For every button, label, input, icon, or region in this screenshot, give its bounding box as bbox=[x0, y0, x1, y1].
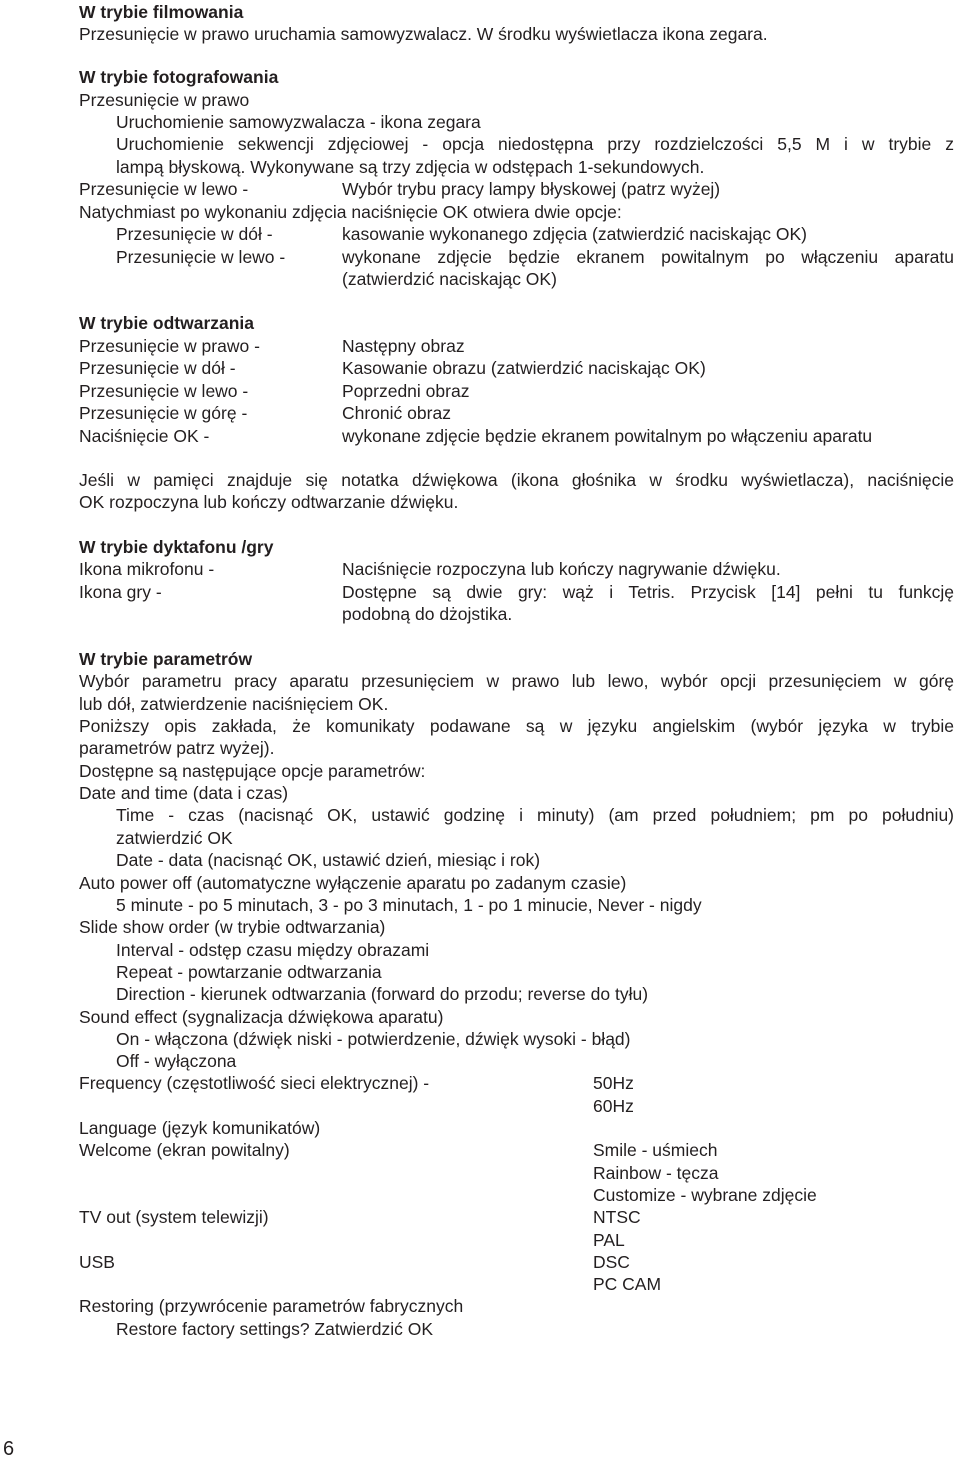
param-restore-question: Restore factory settings? Zatwierdzić OK bbox=[116, 1319, 434, 1339]
param-repeat: Repeat - powtarzanie odtwarzania bbox=[116, 962, 382, 982]
playback-row-label: Naciśnięcie OK - bbox=[79, 426, 210, 446]
param-time: Time - czas (nacisnąć OK, ustawić godzinę i minuty) (am przed południem; pm po południu) bbox=[116, 805, 954, 825]
page-number: 6 bbox=[3, 1438, 15, 1460]
playback-row-desc: Chronić obraz bbox=[342, 403, 451, 423]
param-tv-ntsc: NTSC bbox=[593, 1207, 641, 1227]
section-heading-dictaphone: W trybie dyktafonu /gry bbox=[79, 537, 274, 557]
param-frequency-50: 50Hz bbox=[593, 1073, 634, 1093]
mic-icon-desc: Naciśnięcie rozpoczyna lub kończy nagrywanie dźwięku. bbox=[342, 559, 781, 579]
section-heading-photo: W trybie fotografowania bbox=[79, 67, 279, 87]
param-time-cont: zatwierdzić OK bbox=[116, 828, 233, 848]
params-intro: Wybór parametru pracy aparatu przesunięciem w prawo lub lewo, wybór opcji przesunięciem w górę bbox=[79, 671, 954, 691]
photo-right-option-1: Uruchomienie samowyzwalacza - ikona zegara bbox=[116, 112, 481, 132]
param-usb: USB bbox=[79, 1252, 115, 1272]
photo-left-desc: Wybór trybu pracy lampy błyskowej (patrz wyżej) bbox=[342, 179, 721, 199]
param-tv-out: TV out (system telewizji) bbox=[79, 1207, 269, 1227]
param-language: Language (język komunikatów) bbox=[79, 1118, 321, 1138]
playback-row-label: Przesunięcie w lewo - bbox=[79, 381, 249, 401]
param-sound-on: On - włączona (dźwięk niski - potwierdzenie, dźwięk wysoki - błąd) bbox=[116, 1029, 631, 1049]
playback-row-desc: Następny obraz bbox=[342, 336, 465, 356]
photo-left-label: Przesunięcie w lewo - bbox=[79, 179, 249, 199]
param-usb-pccam: PC CAM bbox=[593, 1274, 662, 1294]
photo-left2-label: Przesunięcie w lewo - bbox=[116, 247, 286, 267]
playback-row-label: Przesunięcie w prawo - bbox=[79, 336, 260, 356]
param-welcome-customize: Customize - wybrane zdjęcie bbox=[593, 1185, 817, 1205]
game-icon-label: Ikona gry - bbox=[79, 582, 162, 602]
param-welcome: Welcome (ekran powitalny) bbox=[79, 1140, 290, 1160]
param-frequency: Frequency (częstotliwość sieci elektrycznej) - bbox=[79, 1073, 430, 1093]
param-tv-pal: PAL bbox=[593, 1230, 625, 1250]
game-icon-desc-cont: podobną do dżojstika. bbox=[342, 604, 513, 624]
param-auto-power-options: 5 minute - po 5 minutach, 3 - po 3 minutach, 1 - po 1 minucie, Never - nigdy bbox=[116, 895, 702, 915]
param-usb-dsc: DSC bbox=[593, 1252, 630, 1272]
param-date: Date - data (nacisnąć OK, ustawić dzień, miesiąc i rok) bbox=[116, 850, 541, 870]
playback-row-desc: Kasowanie obrazu (zatwierdzić naciskając OK) bbox=[342, 358, 706, 378]
param-interval: Interval - odstęp czasu między obrazami bbox=[116, 940, 430, 960]
section-heading-params: W trybie parametrów bbox=[79, 649, 253, 669]
playback-row-desc: Poprzedni obraz bbox=[342, 381, 470, 401]
param-sound-off: Off - wyłączona bbox=[116, 1051, 237, 1071]
param-direction: Direction - kierunek odtwarzania (forward do przodu; reverse do tyłu) bbox=[116, 984, 649, 1004]
param-slide-show: Slide show order (w trybie odtwarzania) bbox=[79, 917, 386, 937]
param-welcome-smile: Smile - uśmiech bbox=[593, 1140, 718, 1160]
param-frequency-60: 60Hz bbox=[593, 1096, 634, 1116]
params-language-note-cont: parametrów patrz wyżej). bbox=[79, 738, 275, 758]
playback-row-label: Przesunięcie w górę - bbox=[79, 403, 248, 423]
photo-down-label: Przesunięcie w dół - bbox=[116, 224, 273, 244]
param-auto-power: Auto power off (automatyczne wyłączenie aparatu po zadanym czasie) bbox=[79, 873, 627, 893]
photo-left2-desc: wykonane zdjęcie będzie ekranem powitalnym po włączeniu aparatu bbox=[342, 247, 954, 267]
playback-row-label: Przesunięcie w dół - bbox=[79, 358, 236, 378]
param-sound: Sound effect (sygnalizacja dźwiękowa aparatu) bbox=[79, 1007, 444, 1027]
params-language-note: Poniższy opis zakłada, że komunikaty podawane są w języku angielskim (wybór języka w trybie bbox=[79, 716, 954, 736]
section-heading-film: W trybie filmowania bbox=[79, 2, 244, 22]
photo-down-desc: kasowanie wykonanego zdjęcia (zatwierdzić naciskając OK) bbox=[342, 224, 807, 244]
params-options-intro: Dostępne są następujące opcje parametrów: bbox=[79, 761, 426, 781]
params-intro-cont: lub dół, zatwierdzenie naciśnięciem OK. bbox=[79, 694, 389, 714]
game-icon-desc: Dostępne są dwie gry: wąż i Tetris. Przycisk [14] pełni tu funkcję bbox=[342, 582, 954, 602]
photo-right-option-2: Uruchomienie sekwencji zdjęciowej - opcja niedostępna przy rozdzielczości 5,5 M i w trybie z bbox=[116, 134, 954, 154]
playback-note: Jeśli w pamięci znajduje się notatka dźwiękowa (ikona głośnika w środku wyświetlacza), naciśnięcie bbox=[79, 470, 954, 490]
playback-row-desc: wykonane zdjęcie będzie ekranem powitalnym po włączeniu aparatu bbox=[342, 426, 873, 446]
photo-right-label: Przesunięcie w prawo bbox=[79, 90, 250, 110]
photo-right-option-2-cont: lampą błyskową. Wykonywane są trzy zdjęcia w odstępach 1-sekundowych. bbox=[116, 157, 705, 177]
film-text: Przesunięcie w prawo uruchamia samowyzwalacz. W środku wyświetlacza ikona zegara. bbox=[79, 24, 768, 44]
param-date-time: Date and time (data i czas) bbox=[79, 783, 289, 803]
param-welcome-rainbow: Rainbow - tęcza bbox=[593, 1163, 719, 1183]
mic-icon-label: Ikona mikrofonu - bbox=[79, 559, 215, 579]
param-restoring: Restoring (przywrócenie parametrów fabrycznych bbox=[79, 1296, 464, 1316]
section-heading-playback: W trybie odtwarzania bbox=[79, 313, 255, 333]
photo-after-shot: Natychmiast po wykonaniu zdjęcia naciśnięcie OK otwiera dwie opcje: bbox=[79, 202, 622, 222]
photo-left2-desc-cont: (zatwierdzić naciskając OK) bbox=[342, 269, 557, 289]
playback-note-cont: OK rozpoczyna lub kończy odtwarzanie dźwięku. bbox=[79, 492, 459, 512]
